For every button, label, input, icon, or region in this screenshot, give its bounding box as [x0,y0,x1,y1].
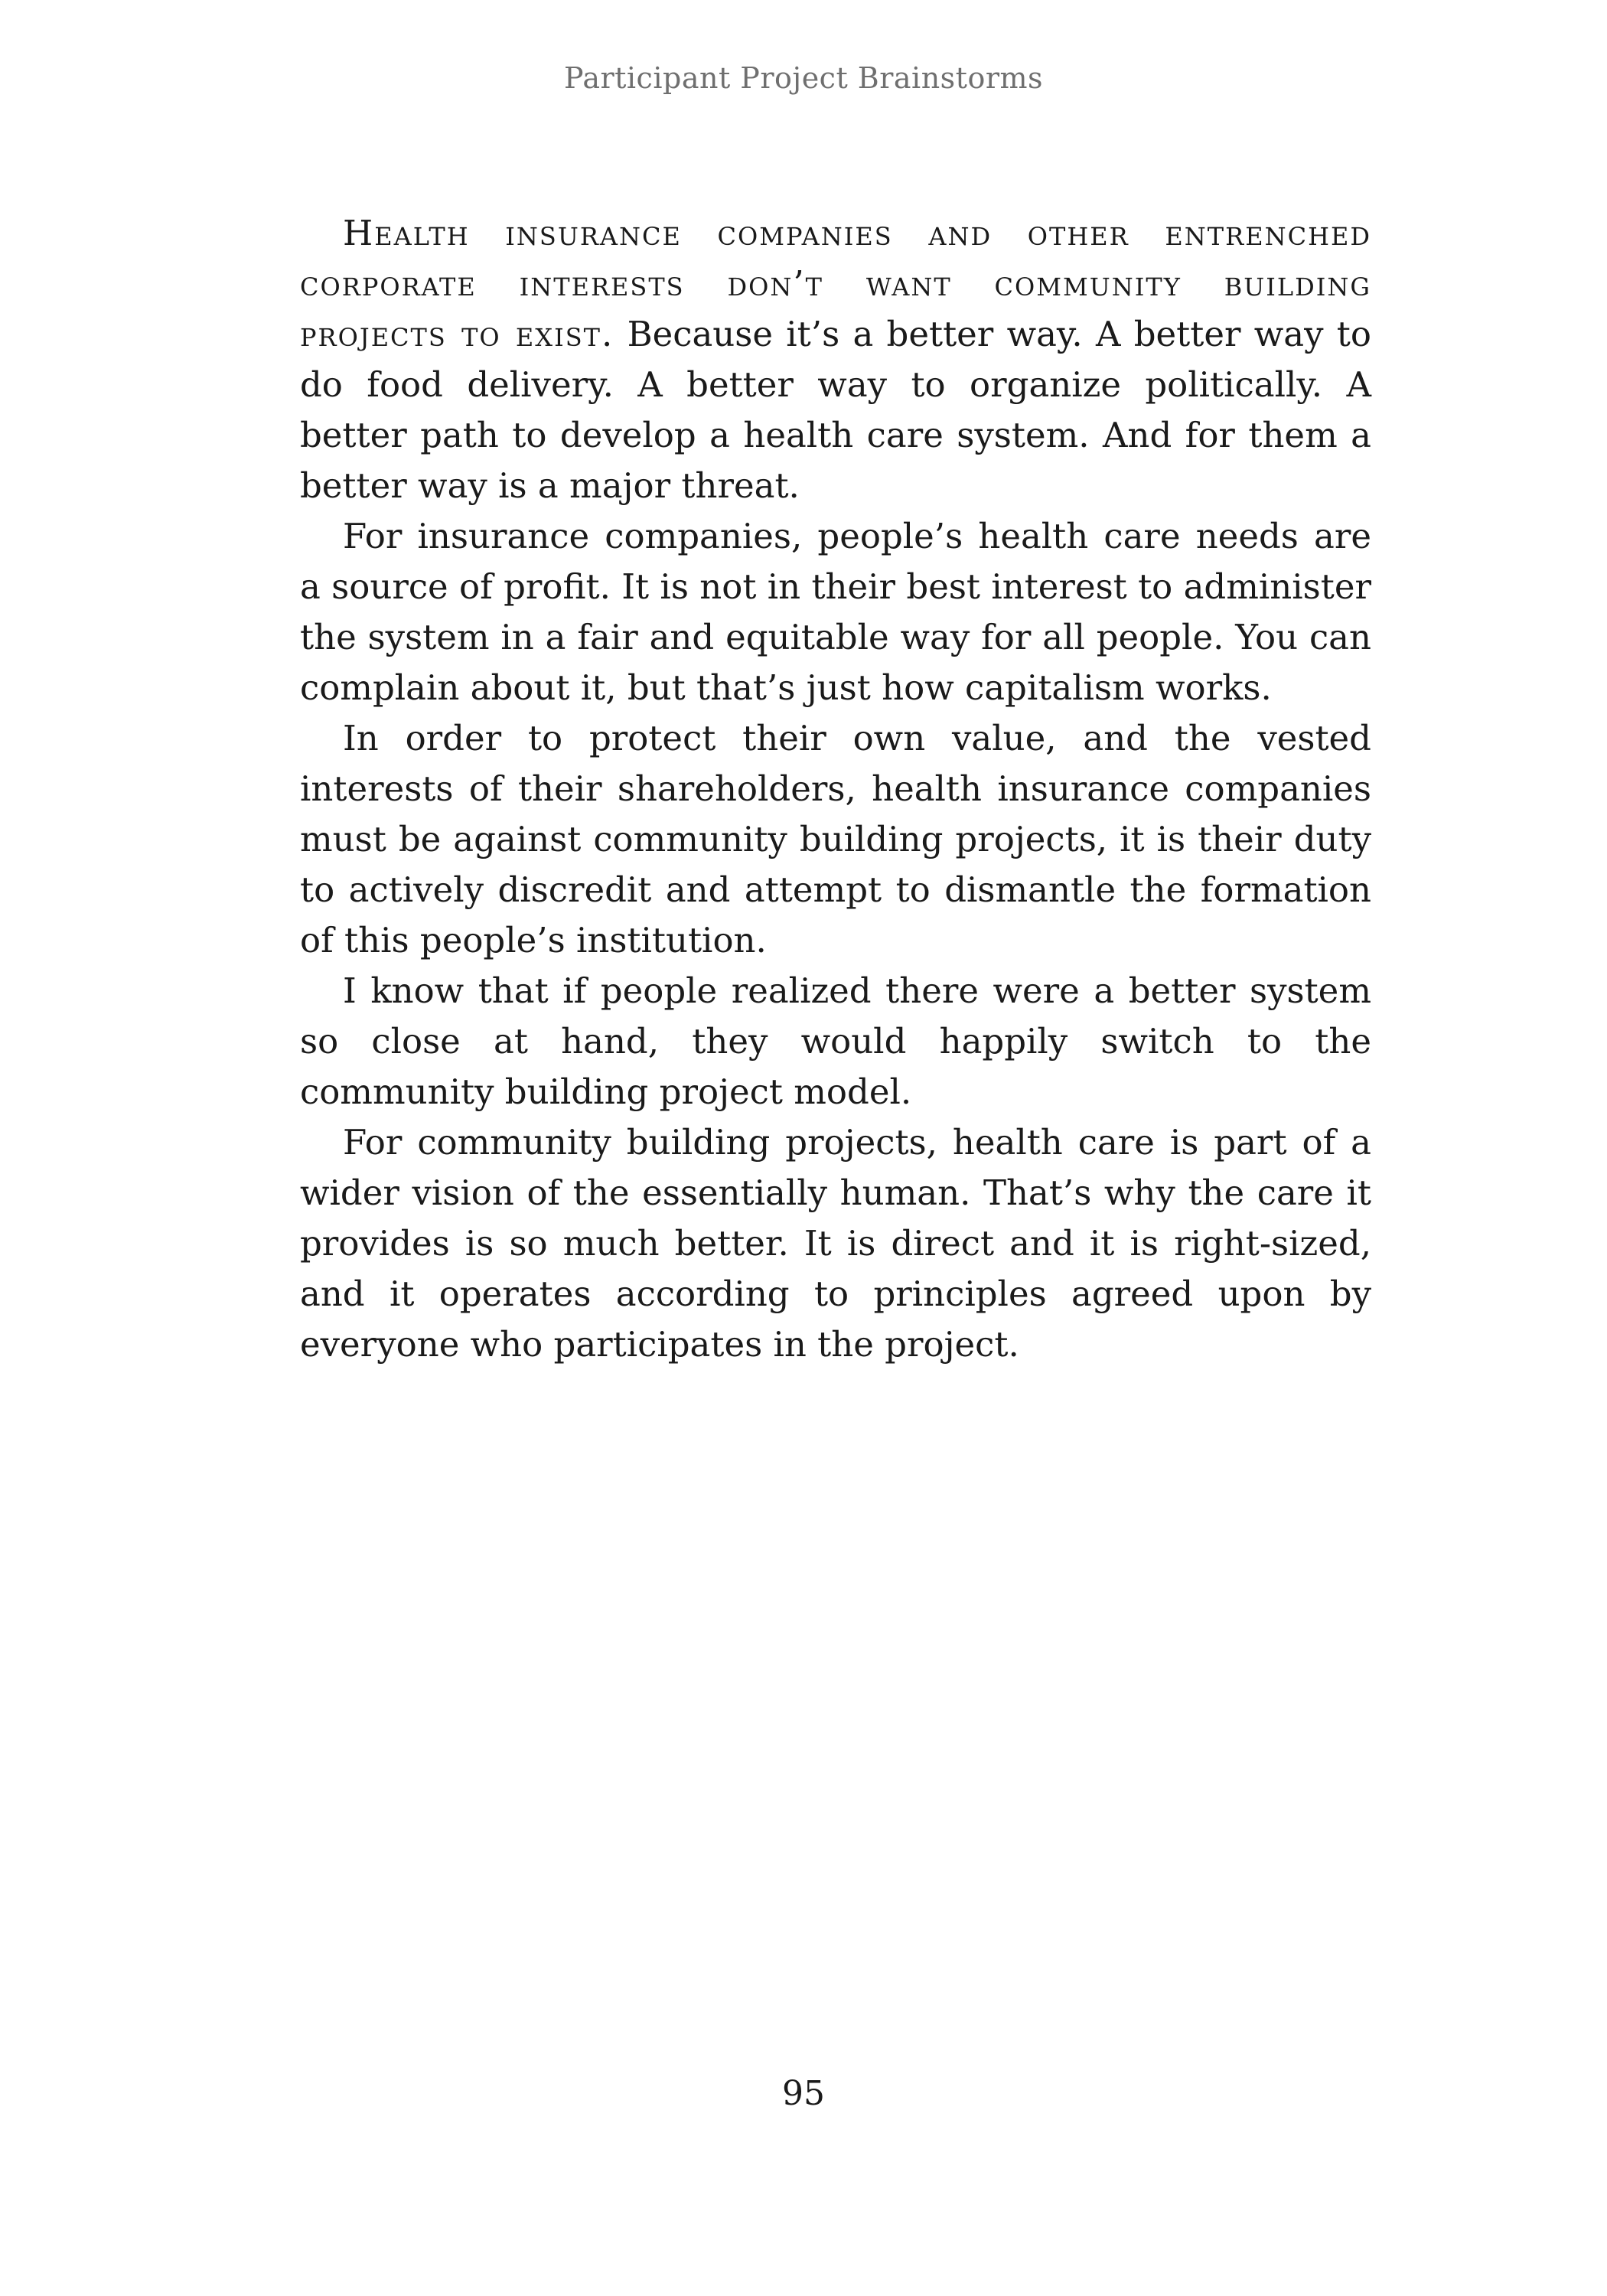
running-head: Participant Project Brainstorms [563,61,1044,95]
paragraph [300,208,1371,511]
page-number: 95 [782,2074,825,2113]
paragraph: I know that if people realized there were a better system so close at hand, they would happily switch to the community building project model. [300,970,1371,1112]
paragraph: For community building projects, health care is part of a wider vision of the essentially human. That’s why the care it provides is so much better. It is direct and it is right-sized, and it operates according to principles agreed upon by everyone who participates in the project. [300,1122,1371,1365]
paragraph: For insurance companies, people’s health care needs are a source of profit. It is not in their best interest to administer the system in a fair and equitable way for all people. You can complain about it, but that’s just how capitalism works. [300,516,1371,708]
paragraph-text: Because it’s a better way. A better way to do food delivery. A better way to organize politically. A better path to develop a health care system. And for them a better way is a major threat. [300,314,1371,506]
body-text [300,208,1371,1370]
paragraph: In order to protect their own value, and the vested interests of their shareholders, health insurance companies must be against community building projects, it is their duty to actively discredit and attempt to dismantle the formation of this people’s institution. [300,718,1371,960]
paragraph-lead-in: Health insurance companies and other entrenched corporate interests don’t want community building projects to exist. [300,213,1371,354]
